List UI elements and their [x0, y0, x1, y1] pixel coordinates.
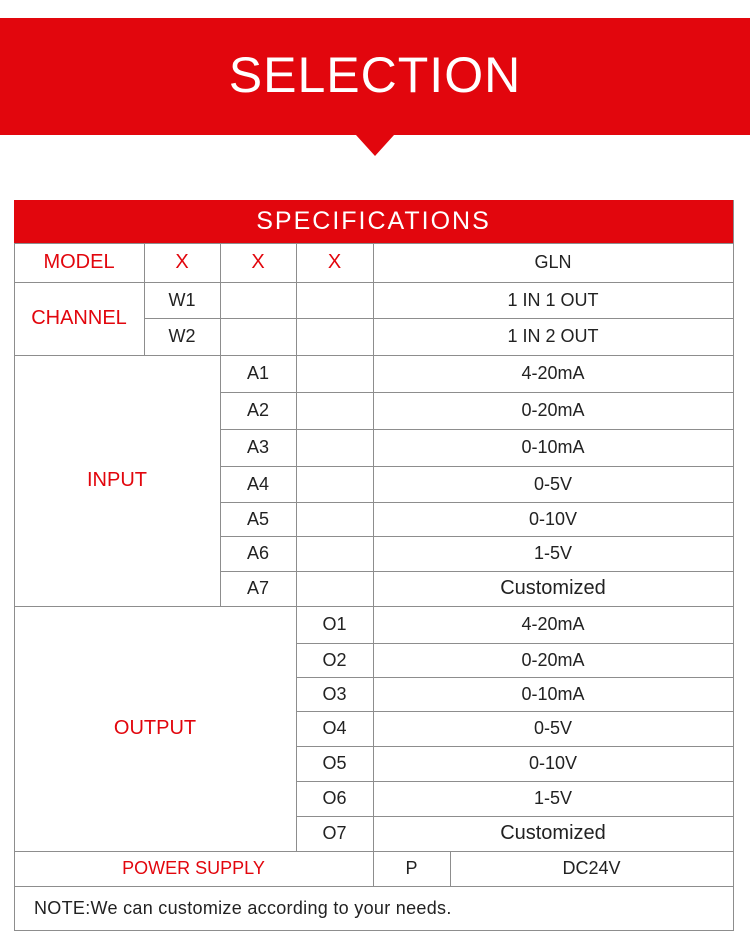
channel-label: CHANNEL: [31, 307, 127, 329]
output-desc: 0-10mA: [521, 683, 585, 704]
output-code: O2: [322, 649, 347, 670]
output-desc: Customized: [500, 822, 606, 844]
input-label: INPUT: [87, 469, 147, 491]
channel-desc: 1 IN 2 OUT: [507, 326, 599, 346]
output-label: OUTPUT: [113, 717, 197, 739]
model-x1: X: [175, 251, 189, 273]
model-code: GLN: [534, 252, 572, 272]
input-code: A6: [246, 543, 270, 563]
input-code: A1: [246, 363, 270, 383]
specifications-header: SPECIFICATIONS: [14, 200, 733, 243]
input-code: A5: [246, 508, 270, 529]
output-code: O4: [322, 718, 347, 738]
output-code: O6: [322, 788, 347, 808]
output-desc: 4-20mA: [521, 614, 585, 634]
input-desc: 1-5V: [533, 543, 573, 563]
output-desc: 1-5V: [533, 788, 573, 808]
input-desc: 0-10mA: [521, 437, 585, 457]
output-desc: 0-20mA: [521, 649, 585, 670]
power-supply-code: P: [405, 858, 418, 878]
input-code: A7: [246, 578, 270, 598]
channel-code: W2: [168, 326, 196, 346]
note-text: NOTE:We can customize according to your needs.: [34, 897, 452, 918]
input-code: A4: [246, 473, 270, 494]
input-desc: Customized: [500, 577, 606, 599]
channel-desc: 1 IN 1 OUT: [507, 289, 599, 310]
output-desc: 0-10V: [528, 753, 578, 773]
output-code: O5: [322, 753, 347, 773]
output-code: O1: [322, 614, 347, 634]
input-desc: 4-20mA: [521, 363, 585, 383]
power-supply-value: DC24V: [562, 858, 621, 878]
model-x3: X: [327, 251, 342, 273]
output-desc: 0-5V: [533, 718, 573, 738]
output-code: O3: [322, 683, 347, 704]
power-supply-label: POWER SUPPLY: [122, 858, 265, 878]
model-label: MODEL: [43, 251, 115, 273]
channel-code: W1: [168, 289, 196, 310]
input-desc: 0-5V: [533, 473, 573, 494]
model-x2: X: [251, 251, 265, 273]
banner-title: SELECTION: [228, 47, 522, 103]
input-code: A3: [246, 437, 270, 457]
input-desc: 0-10V: [528, 508, 578, 529]
output-code: O7: [322, 823, 347, 843]
input-desc: 0-20mA: [521, 400, 585, 420]
input-code: A2: [246, 400, 270, 420]
